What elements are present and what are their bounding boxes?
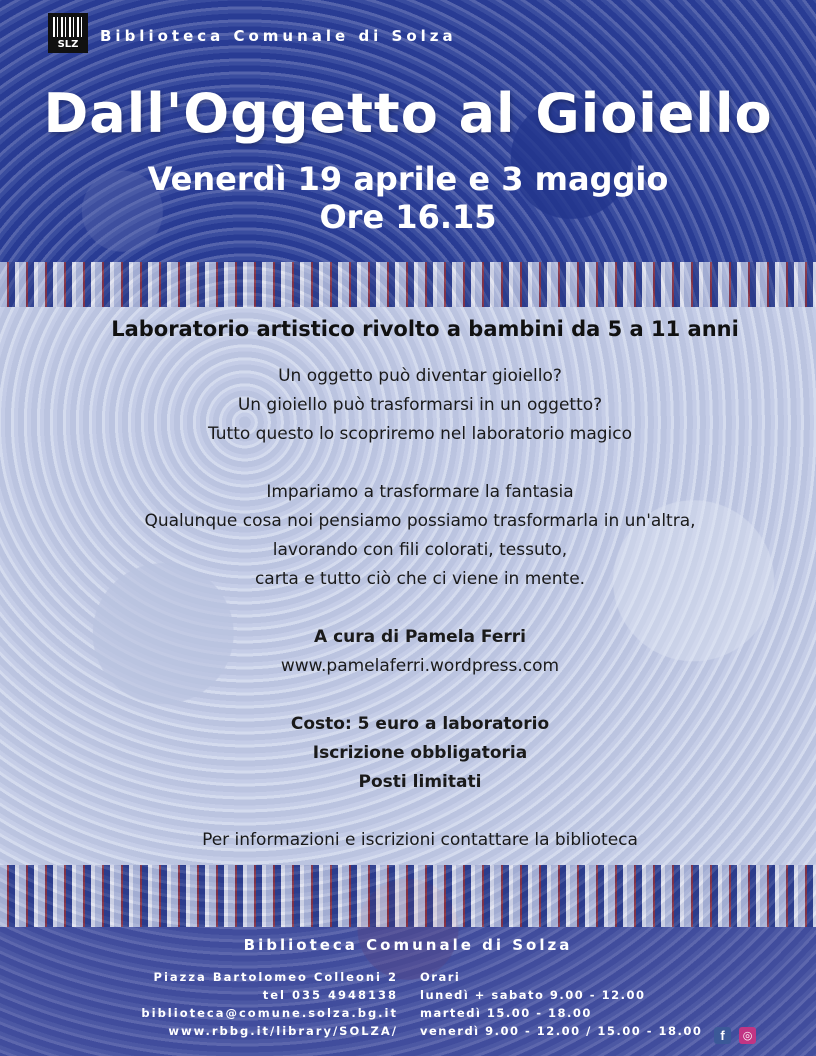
hours-line: lunedì + sabato 9.00 - 12.00 [420, 988, 646, 1002]
seats-info: Posti limitati [358, 772, 482, 792]
decorative-strip-bottom [0, 865, 816, 927]
hours-line: venerdì 9.00 - 12.00 / 15.00 - 18.00 [420, 1024, 703, 1038]
library-logo [48, 13, 88, 53]
footer-hours [420, 968, 702, 1040]
description-line: Un gioiello può trasformarsi in un oggetto? [237, 395, 603, 415]
website-link[interactable]: www.rbbg.it/library/SOLZA/ [168, 1024, 398, 1038]
logo-text: SLZ [57, 39, 79, 50]
instagram-icon[interactable]: ◎ [739, 1027, 756, 1044]
decorative-strip-top [0, 262, 816, 307]
email-link[interactable]: biblioteca@comune.solza.bg.it [141, 1006, 398, 1020]
description-line: Qualunque cosa noi pensiamo possiamo trasformarla in un'altra, [144, 511, 696, 531]
hours-line: martedì 15.00 - 18.00 [420, 1006, 592, 1020]
event-subtitle: Laboratorio artistico rivolto a bambini da 5 a 11 anni [111, 317, 739, 341]
spacer [0, 797, 816, 826]
description-line: carta e tutto ciò che ci viene in mente. [254, 569, 586, 589]
address-line: Piazza Bartolomeo Colleoni 2 [153, 970, 398, 984]
facebook-icon[interactable]: f [714, 1027, 731, 1044]
contact-info: Per informazioni e iscrizioni contattare la biblioteca [202, 830, 638, 850]
spacer [0, 681, 816, 710]
phone-line: tel 035 4948138 [262, 988, 398, 1002]
cost-info: Costo: 5 euro a laboratorio [290, 714, 550, 734]
description-line: lavorando con fili colorati, tessuto, [272, 540, 568, 560]
curator-name: A cura di Pamela Ferri [314, 627, 526, 647]
event-description [0, 362, 816, 855]
event-time: Ore 16.15 [319, 198, 497, 236]
footer-library-name: Biblioteca Comunale di Solza [243, 936, 573, 954]
event-dates: Venerdì 19 aprile e 3 maggio [147, 160, 669, 198]
curator-website-link[interactable]: www.pamelaferri.wordpress.com [280, 656, 560, 676]
barcode-icon [53, 17, 83, 37]
library-name: Biblioteca Comunale di Solza [100, 27, 457, 45]
description-line: Tutto questo lo scopriremo nel laboratorio magico [207, 424, 633, 444]
description-line: Un oggetto può diventar gioiello? [278, 366, 562, 386]
spacer [0, 449, 816, 478]
event-title: Dall'Oggetto al Gioiello [43, 82, 773, 145]
description-line: Impariamo a trasformare la fantasia [266, 482, 574, 502]
social-links [714, 1027, 759, 1046]
footer-address [141, 968, 398, 1040]
spacer [0, 594, 816, 623]
registration-info: Iscrizione obbligatoria [312, 743, 528, 763]
hours-heading: Orari [420, 970, 461, 984]
